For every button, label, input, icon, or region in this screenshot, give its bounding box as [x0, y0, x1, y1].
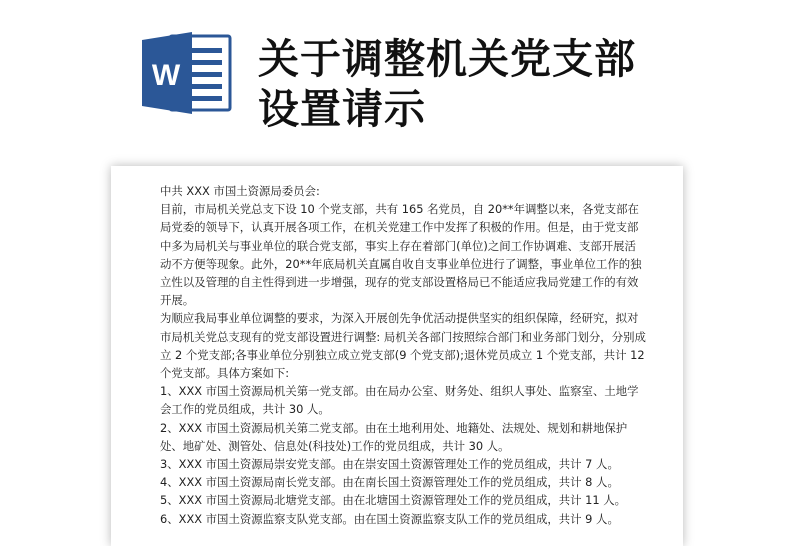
page-header — [0, 0, 800, 150]
document-page — [111, 166, 683, 546]
list-item: 1、XXX 市国土资源局机关第一党支部。由在局办公室、财务处、组织人事处、监察室、土地学会工作的党员组成，共计 30 人。 — [160, 384, 639, 417]
title-line-2: 设置请示 — [258, 85, 426, 133]
word-document-icon — [140, 30, 232, 116]
title-line-1: 关于调整机关党支部 — [258, 35, 636, 83]
word-letter: W — [151, 59, 181, 92]
list-item: 2、XXX 市国土资源局机关第二党支部。由在土地利用处、地籍处、法规处、规划和耕地保护处、地矿处、测管处、信息处(科技处)工作的党员组成，共计 30 人。 — [160, 420, 628, 453]
document-body — [160, 182, 646, 528]
salutation: 中共 XXX 市国土资源局委员会: — [160, 184, 320, 198]
paragraph: 为顺应我局事业单位调整的要求，为深入开展创先争优活动提供坚实的组织保障，经研究，拟对市局机关党总支现有的党支部设置进行调整: 局机关各部门按照综合部门和业务部门划分，分别成立 2 个党支部;各事业单位分别独立成立党支部(9 个党支部);退休党员成立 1 个党支部，共计 12 个党支部。具体方案如下: — [160, 311, 646, 381]
list-item: 5、XXX 市国土资源局北塘党支部。由在北塘国土资源管理处工作的党员组成，共计 11 人。 — [160, 493, 627, 508]
list-item: 4、XXX 市国土资源局南长党支部。由在南长国土资源管理处工作的党员组成，共计 8 人。 — [160, 475, 619, 490]
list-item: 3、XXX 市国土资源局崇安党支部。由在崇安国土资源管理处工作的党员组成，共计 7 人。 — [160, 457, 619, 472]
page-title — [258, 34, 698, 134]
paragraph: 目前，市局机关党总支下设 10 个党支部，共有 165 名党员，自 20**年调整以来，各党支部在局党委的领导下，认真开展各项工作，在机关党建工作中发挥了积极的作用。但是，由于党支部中多为局机关与事业单位的联合党支部，事实上存在着部门(单位)之间工作协调难、支部开展活动不方便等现象。此外，20**年底局机关直属自收自支事业单位进行了调整，事业单位工作的独立性以及管理的自主性得到进一步增强，现存的党支部设置格局已不能适应我局党建工作的有效开展。 — [160, 202, 642, 308]
list-item: 6、XXX 市国土资源监察支队党支部。由在国土资源监察支队工作的党员组成，共计 9 人。 — [160, 511, 619, 526]
